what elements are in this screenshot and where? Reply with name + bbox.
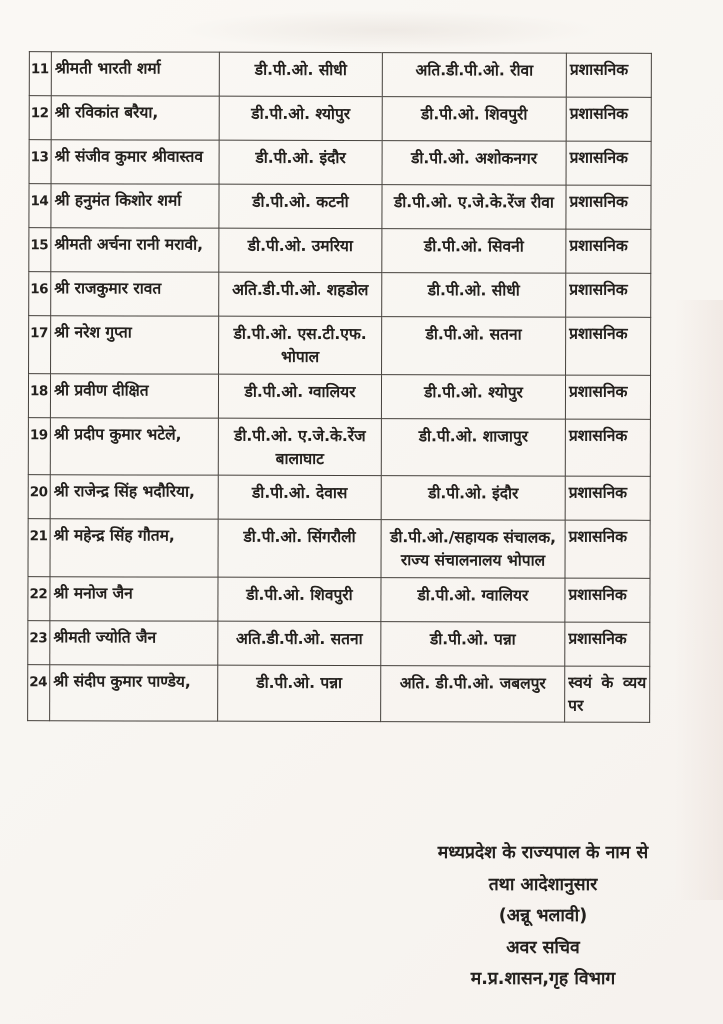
cell-serial: 18	[28, 373, 50, 417]
cell-current-posting: डी.पी.ओ. ग्वालियर	[218, 374, 381, 418]
cell-name: श्री हनुमंत किशोर शर्मा	[51, 184, 219, 228]
scan-smudge-artifact	[180, 10, 600, 50]
cell-name: श्री रविकांत बरैया,	[51, 96, 219, 140]
transfer-table-body	[28, 52, 652, 723]
cell-new-posting: डी.पी.ओ. श्योपुर	[381, 374, 565, 418]
table-row	[28, 417, 650, 476]
cell-remark: प्रशासनिक	[566, 185, 651, 229]
cell-remark: प्रशासनिक	[566, 141, 651, 185]
cell-serial: 16	[29, 272, 51, 316]
cell-current-posting: डी.पी.ओ. श्योपुर	[219, 96, 382, 140]
cell-name: श्रीमती भारती शर्मा	[51, 52, 219, 96]
cell-serial: 22	[28, 576, 50, 620]
signatory-name: (अन्नू भलावी)	[498, 906, 588, 926]
cell-remark: प्रशासनिक	[565, 375, 650, 419]
cell-remark: स्वयं के व्यय पर	[565, 666, 650, 723]
cell-new-posting: डी.पी.ओ. ग्वालियर	[381, 577, 565, 621]
table-row	[28, 620, 650, 666]
cell-new-posting: डी.पी.ओ. इंदौर	[381, 476, 565, 520]
cell-name: श्रीमती अर्चना रानी मरावी,	[51, 228, 219, 272]
signature-block	[393, 838, 693, 996]
cell-name: श्रीमती ज्योति जैन	[50, 620, 218, 664]
cell-serial: 20	[28, 475, 50, 519]
cell-new-posting: डी.पी.ओ. सिवनी	[382, 229, 566, 273]
cell-serial: 13	[29, 140, 51, 184]
table-row	[28, 475, 650, 521]
cell-remark: प्रशासनिक	[565, 622, 650, 666]
cell-serial: 17	[29, 316, 51, 374]
cell-name: श्री संजीव कुमार श्रीवास्तव	[51, 140, 219, 184]
cell-current-posting: डी.पी.ओ. सीधी	[219, 52, 382, 96]
table-row	[28, 576, 650, 622]
table-row	[29, 228, 651, 274]
table-row	[29, 184, 651, 230]
signatory-department: म.प्र.शासन,गृह विभाग	[470, 969, 616, 989]
cell-remark: प्रशासनिक	[566, 317, 651, 375]
cell-serial: 15	[29, 228, 51, 272]
cell-new-posting: अति. डी.पी.ओ. जबलपुर	[381, 665, 565, 722]
cell-name: श्री राजकुमार रावत	[51, 272, 219, 316]
table-row	[28, 664, 650, 722]
cell-serial: 24	[28, 664, 50, 721]
cell-remark: प्रशासनिक	[565, 578, 650, 622]
transfer-order-table	[27, 51, 652, 723]
cell-current-posting: डी.पी.ओ. कटनी	[219, 184, 382, 228]
cell-remark: प्रशासनिक	[565, 419, 650, 477]
cell-new-posting: डी.पी.ओ./सहायक संचालक, राज्य संचालनालय भोपाल	[381, 520, 565, 578]
cell-name: श्री मनोज जैन	[50, 576, 218, 620]
cell-new-posting: डी.पी.ओ. पन्ना	[381, 621, 565, 665]
cell-current-posting: डी.पी.ओ. पन्ना	[218, 665, 381, 722]
table-row	[29, 272, 651, 318]
cell-serial: 14	[29, 184, 51, 228]
cell-serial: 11	[29, 52, 51, 96]
cell-name: श्री महेन्द्र सिंह गौतम,	[50, 519, 218, 577]
cell-remark: प्रशासनिक	[565, 476, 650, 520]
table-row	[28, 373, 650, 419]
scan-edge-tint-artifact	[663, 300, 723, 900]
cell-remark: प्रशासनिक	[566, 97, 651, 141]
cell-current-posting: डी.पी.ओ. शिवपुरी	[218, 577, 381, 621]
cell-remark: प्रशासनिक	[565, 520, 650, 578]
signatory-designation: अवर सचिव	[506, 937, 580, 958]
cell-current-posting: डी.पी.ओ. ए.जे.के.रेंज बालाघाट	[218, 418, 381, 476]
table-row	[29, 52, 651, 98]
cell-new-posting: डी.पी.ओ. सीधी	[382, 273, 566, 317]
cell-name: श्री संदीप कुमार पाण्डेय,	[50, 664, 218, 721]
table-row	[28, 519, 650, 578]
cell-current-posting: डी.पी.ओ. सिंगरौली	[218, 519, 381, 577]
cell-new-posting: डी.पी.ओ. अशोकनगर	[382, 141, 566, 185]
table-row	[29, 316, 651, 375]
cell-new-posting: डी.पी.ओ. सतना	[382, 317, 566, 375]
signature-authority-line: मध्यप्रदेश के राज्यपाल के नाम से	[437, 843, 649, 863]
cell-current-posting: डी.पी.ओ. देवास	[218, 475, 381, 519]
cell-name: श्री राजेन्द्र सिंह भदौरिया,	[50, 475, 218, 519]
signature-order-line: तथा आदेशानुसार	[488, 874, 598, 895]
cell-new-posting: अति.डी.पी.ओ. रीवा	[382, 53, 566, 97]
cell-current-posting: डी.पी.ओ. उमरिया	[219, 228, 382, 272]
cell-remark: प्रशासनिक	[566, 229, 651, 273]
cell-current-posting: अति.डी.पी.ओ. सतना	[218, 621, 381, 665]
cell-new-posting: डी.पी.ओ. शिवपुरी	[382, 97, 566, 141]
table-row	[29, 140, 651, 186]
cell-serial: 12	[29, 96, 51, 140]
cell-new-posting: डी.पी.ओ. शाजापुर	[381, 418, 565, 476]
cell-current-posting: डी.पी.ओ. एस.टी.एफ. भोपाल	[219, 316, 382, 374]
cell-serial: 19	[28, 417, 50, 475]
cell-serial: 23	[28, 620, 50, 664]
table-row	[29, 96, 651, 142]
cell-serial: 21	[28, 519, 50, 577]
cell-name: श्री प्रदीप कुमार भटेले,	[50, 417, 218, 475]
cell-current-posting: डी.पी.ओ. इंदौर	[219, 140, 382, 184]
cell-remark: प्रशासनिक	[566, 273, 651, 317]
cell-name: श्री नरेश गुप्ता	[51, 316, 219, 374]
cell-current-posting: अति.डी.पी.ओ. शहडोल	[219, 272, 382, 316]
cell-new-posting: डी.पी.ओ. ए.जे.के.रेंज रीवा	[382, 185, 566, 229]
cell-name: श्री प्रवीण दीक्षित	[50, 373, 218, 417]
cell-remark: प्रशासनिक	[566, 53, 651, 97]
